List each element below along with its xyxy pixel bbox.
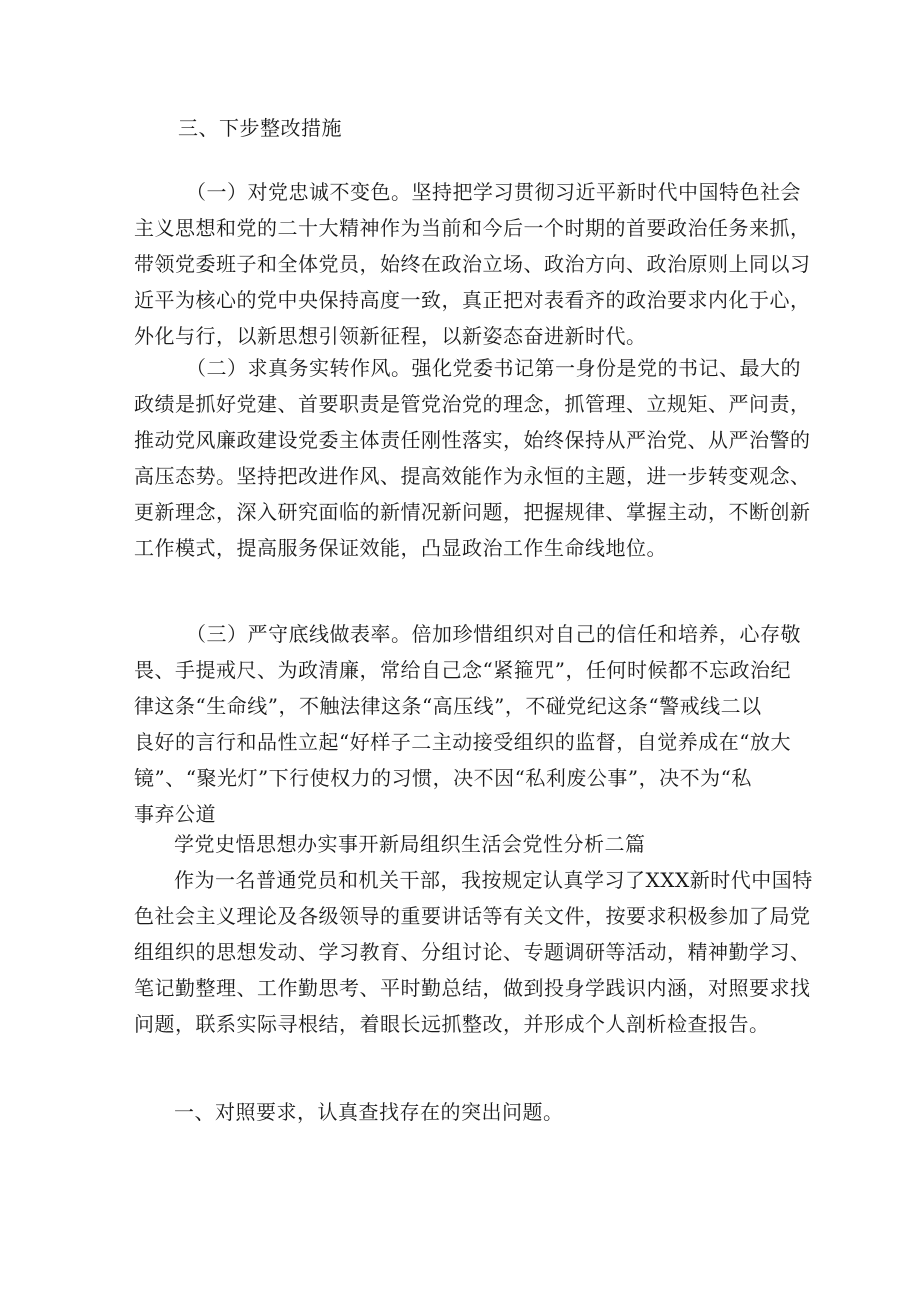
paragraph-work-style [134,350,811,566]
paragraph-line: 更新理念，深入研究面临的新情况新问题，把握规律、掌握主动，不断创新 [134,500,811,524]
paragraph-line: 事弃公道 [134,802,216,826]
paragraph-line: 作为一名普通党员和机关干部，我按规定认真学习了XXX新时代中国特 [174,868,813,892]
paragraph-line: 镜”、“聚光灯”下行使权力的习惯，决不因“私利废公事”，决不为“私 [134,766,752,790]
paragraph-analysis-intro [134,826,813,1042]
article-title: 学党史悟思想办实事开新局组织生活会党性分析二篇 [174,832,646,856]
paragraph-line: 近平为核心的党中央保持高度一致，真正把对表看齐的政治要求内化于心， [134,288,811,312]
paragraph-line: 政绩是抓好党建、首要职责是管党治党的理念，抓管理、立规矩、严问责， [134,392,811,416]
paragraph-line: 良好的言行和品性立起“好样子二主动接受组织的监督，自觉养成在“放大 [134,730,791,754]
paragraph-line: 外化与行，以新思想引领新征程，以新姿态奋进新时代。 [134,324,647,348]
heading-text: 三、下步整改措施 [178,116,342,140]
paragraph-line: （一）对党忠诚不变色。坚持把学习贯彻习近平新时代中国特色社会 [186,180,801,204]
paragraph-line: 高压态势。坚持把改进作风、提高效能作为永恒的主题，进一步转变观念、 [134,464,811,488]
paragraph-line: 问题，联系实际寻根结，着眼长远抓整改，并形成个人剖析检查报告。 [134,1012,770,1036]
heading-text: 一、对照要求，认真查找存在的突出问题。 [174,1100,564,1124]
paragraph-line: 推动党风廉政建设党委主体责任刚性落实，始终保持从严治党、从严治警的 [134,428,811,452]
paragraph-line: 主义思想和党的二十大精神作为当前和今后一个时期的首要政治任务来抓， [134,216,811,240]
paragraph-line: 色社会主义理论及各级领导的重要讲话等有关文件，按要求积极参加了局党 [134,904,811,928]
paragraph-line: 工作模式，提高服务保证效能，凸显政治工作生命线地位。 [134,536,667,560]
section-heading-one [134,1094,788,1130]
paragraph-line: 组组织的思想发动、学习教育、分组讨论、专题调研等活动，精神勤学习、 [134,940,811,964]
paragraph-line: 律这条“生命线”，不触法律这条“高压线”，不碰党纪这条“警戒线二以 [134,694,762,718]
section-heading-three [134,110,788,146]
paragraph-loyalty [134,174,811,354]
paragraph-bottom-line [134,616,801,832]
paragraph-line: 笔记勤整理、工作勤思考、平时勤总结，做到投身学践识内涵，对照要求找 [134,976,811,1000]
paragraph-line: 畏、手提戒尺、为政清廉，常给自己念“紧箍咒”，任何时候都不忘政治纪 [134,658,791,682]
paragraph-line: （二）求真务实转作风。强化党委书记第一身份是党的书记、最大的 [186,356,801,380]
paragraph-line: 带领党委班子和全体党员，始终在政治立场、政治方向、政治原则上同以习 [134,252,811,276]
paragraph-line: （三）严守底线做表率。倍加珍惜组织对自己的信任和培养，心存敬 [186,622,801,646]
